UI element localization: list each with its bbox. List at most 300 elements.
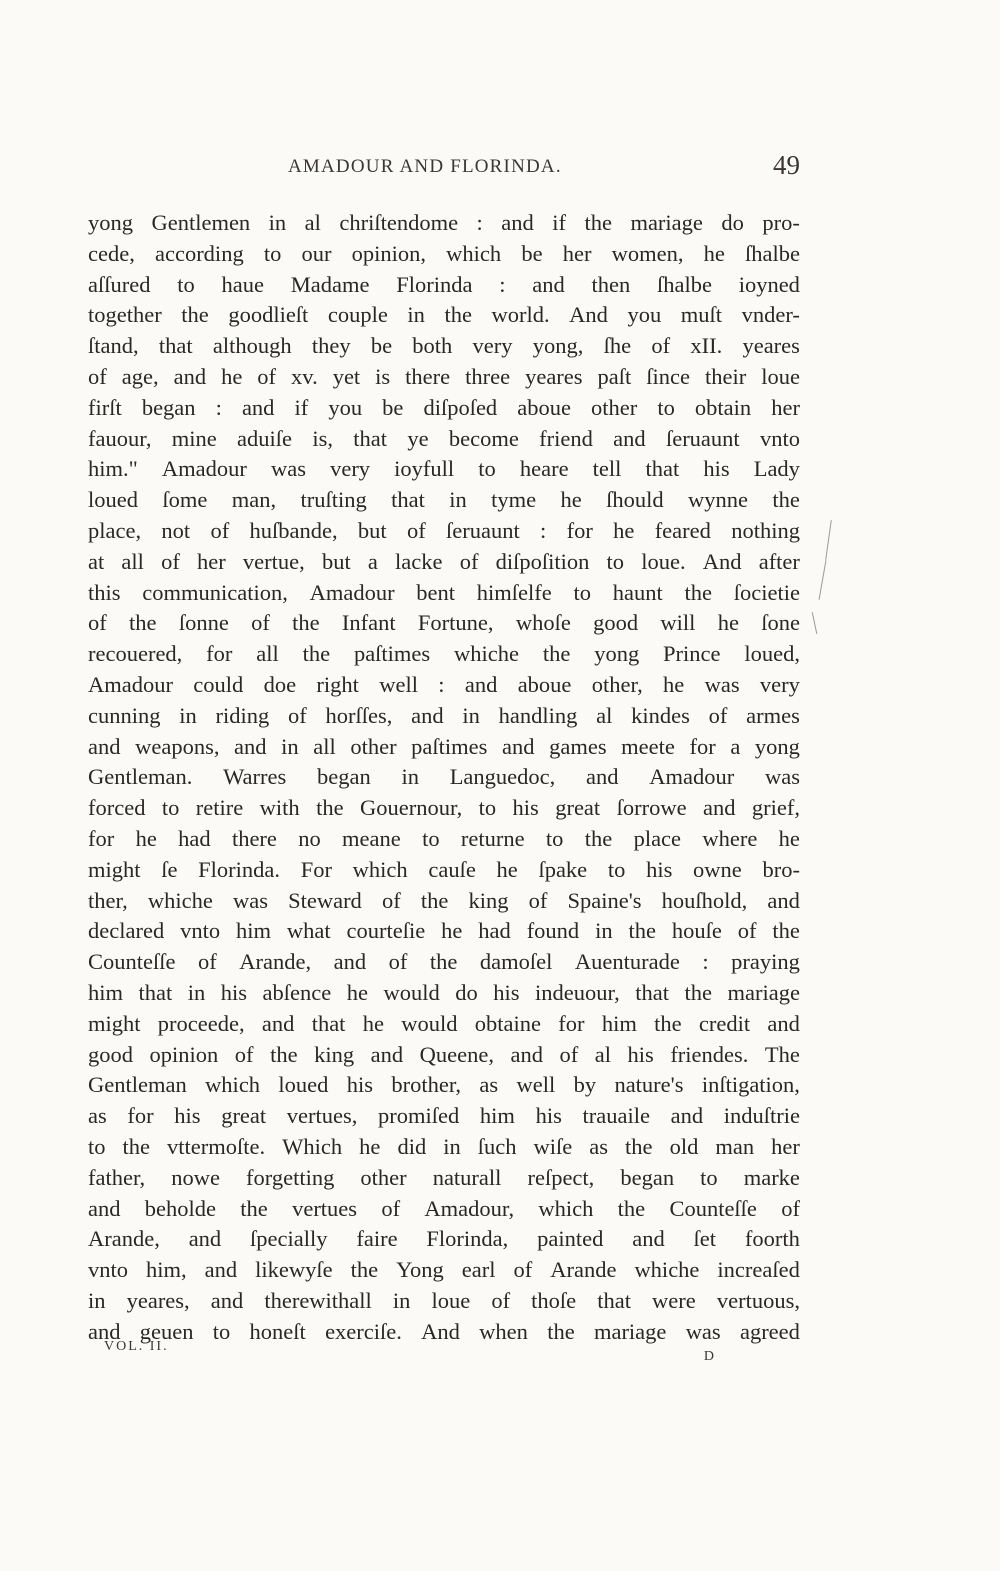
word: in	[595, 918, 613, 944]
word: began	[316, 764, 371, 790]
word: in	[179, 702, 197, 728]
word: cauſe	[428, 856, 476, 882]
word: cede,	[88, 240, 135, 266]
word: with	[259, 795, 300, 821]
word: all	[121, 548, 144, 574]
text-line	[88, 424, 800, 455]
word: that	[597, 1287, 631, 1313]
word: would	[401, 1010, 458, 1036]
text-line	[88, 670, 800, 701]
word: :	[540, 517, 547, 543]
word: ſhalbe	[744, 240, 800, 266]
word: her	[197, 548, 226, 574]
word: their	[704, 363, 747, 389]
word: be	[521, 240, 543, 266]
text-line	[88, 1009, 800, 1040]
word: and	[613, 425, 646, 451]
word: very	[330, 456, 371, 482]
word: marke	[743, 1164, 800, 1190]
word: yeares,	[126, 1287, 190, 1313]
word: of	[708, 702, 728, 728]
word: :	[499, 271, 506, 297]
word: his	[493, 979, 520, 1005]
word: the	[542, 641, 571, 667]
word: goodlieſt	[228, 302, 309, 328]
word: which	[205, 1072, 261, 1098]
word: as	[589, 1133, 609, 1159]
word: Warres	[223, 764, 287, 790]
word: the	[684, 579, 712, 605]
word: of	[288, 702, 307, 728]
word: for	[127, 1103, 154, 1129]
word: Fortune,	[417, 610, 494, 636]
word: wynne	[688, 487, 749, 513]
word: inſtigation,	[701, 1072, 800, 1098]
word: but	[321, 548, 351, 574]
word: that	[353, 425, 388, 451]
word: he	[717, 610, 739, 636]
word: the	[292, 610, 320, 636]
word: to	[606, 548, 625, 574]
word: geuen	[139, 1318, 194, 1344]
word: meane	[342, 825, 401, 851]
word: ſhe	[603, 333, 632, 359]
word: ſome	[162, 487, 208, 513]
text-line	[88, 393, 800, 424]
word: the	[302, 641, 331, 667]
word: firſt	[88, 394, 122, 420]
word: :	[438, 671, 445, 697]
text-line	[88, 855, 800, 886]
word: reſpect,	[527, 1164, 595, 1190]
word: he	[346, 979, 368, 1005]
word: Arande,	[88, 1226, 160, 1252]
volume-signature: VOL. II.	[104, 1339, 169, 1354]
text-line	[88, 947, 800, 978]
word: other	[360, 1164, 407, 1190]
word: women,	[611, 240, 684, 266]
text-line	[88, 793, 800, 824]
word: the	[584, 210, 612, 235]
word: handling	[498, 702, 578, 728]
word: his	[512, 795, 539, 821]
word: the	[772, 487, 800, 513]
word: :	[702, 949, 709, 975]
word: began	[141, 394, 196, 420]
word: him	[236, 918, 272, 944]
word: ye	[407, 425, 429, 451]
word: might	[88, 1010, 141, 1036]
word: xII.	[690, 333, 723, 359]
word: mariage	[630, 210, 703, 235]
text-line	[88, 547, 800, 578]
word: weapons,	[135, 733, 220, 759]
word: vnder-	[741, 302, 800, 328]
word: to	[422, 825, 440, 851]
word: he	[496, 856, 518, 882]
word: and	[88, 733, 121, 759]
word: he	[362, 1010, 384, 1036]
word: he	[135, 825, 157, 851]
word: foorth	[744, 1226, 800, 1252]
word: friend	[539, 425, 593, 451]
word: praying	[731, 949, 800, 975]
word: vertue,	[242, 548, 305, 574]
word: xv.	[291, 363, 318, 389]
word: Counteſſe	[88, 949, 176, 975]
word: faire	[356, 1226, 398, 1252]
word: when	[479, 1318, 528, 1344]
word: vnto	[759, 425, 800, 451]
word: a	[730, 733, 741, 759]
word: feared	[654, 517, 711, 543]
word: his	[220, 979, 248, 1005]
word: to	[573, 579, 592, 605]
word: horſſes,	[325, 702, 393, 728]
word: Auenturade	[574, 949, 680, 975]
word: to	[263, 240, 282, 266]
word: would	[383, 979, 440, 1005]
word: do	[455, 979, 478, 1005]
word: and	[88, 1195, 121, 1221]
word: and	[173, 363, 207, 389]
word: in	[443, 1133, 461, 1159]
word: likewyſe	[255, 1257, 333, 1283]
word: ſtand,	[88, 333, 139, 359]
text-line	[88, 239, 800, 270]
word: of	[234, 1041, 254, 1067]
word: And	[702, 548, 742, 574]
word: is,	[312, 425, 333, 451]
word: friendes.	[670, 1041, 749, 1067]
word: al	[304, 210, 321, 235]
word: whiche	[454, 641, 519, 667]
word: and	[88, 1318, 121, 1344]
word: the	[316, 795, 344, 821]
word: of	[651, 333, 671, 359]
word: ſpecially	[250, 1226, 328, 1252]
word: you	[627, 302, 662, 328]
word: and	[632, 1226, 665, 1252]
word: bro-	[762, 856, 800, 882]
text-line	[88, 362, 800, 393]
word: paſt	[597, 363, 632, 389]
word: in	[449, 487, 467, 513]
word: there	[405, 363, 451, 389]
word: and	[411, 702, 444, 728]
word: nowe	[171, 1164, 220, 1190]
word: ſhould	[606, 487, 664, 513]
text-line	[88, 916, 800, 947]
word: loue	[761, 363, 800, 389]
word: the	[444, 302, 472, 328]
word: the	[628, 918, 656, 944]
word: to	[545, 825, 564, 851]
word: he	[703, 240, 725, 266]
word: three	[465, 363, 511, 389]
word: both	[412, 333, 453, 359]
text-line	[88, 1194, 800, 1225]
word: retire	[195, 795, 244, 821]
text-line	[88, 454, 800, 485]
word: vertues	[292, 1195, 358, 1221]
word: found	[526, 918, 580, 944]
word: kindes	[631, 702, 690, 728]
word: wiſe	[533, 1133, 573, 1159]
word: his	[535, 1103, 562, 1129]
word: a	[367, 548, 378, 574]
word: be	[370, 333, 393, 359]
word: him	[88, 979, 124, 1005]
text-line	[88, 1070, 800, 1101]
word: of	[406, 517, 426, 543]
word: truſting	[300, 487, 367, 513]
word: loued,	[744, 641, 800, 667]
word: whiche	[147, 887, 213, 913]
word: what	[286, 918, 331, 944]
word: to	[700, 1164, 718, 1190]
word: our	[301, 240, 332, 266]
word: And	[569, 302, 608, 328]
word: world.	[491, 302, 550, 328]
word: ſeruaunt	[446, 517, 520, 543]
word: fauour,	[88, 425, 152, 451]
word: had	[178, 825, 211, 851]
word: become	[448, 425, 519, 451]
word: together	[88, 302, 162, 328]
word: and	[767, 1010, 800, 1036]
word: the	[122, 1133, 151, 1159]
word: nature's	[614, 1072, 684, 1098]
word: and	[333, 949, 367, 975]
word: her	[562, 240, 592, 266]
word: and	[261, 1010, 295, 1036]
word: credit	[698, 1010, 751, 1036]
word: his	[174, 1103, 201, 1129]
word: he	[778, 825, 800, 851]
margin-mark	[812, 612, 818, 634]
word: and	[210, 1287, 244, 1313]
word: ſuch	[477, 1133, 517, 1159]
word: ſet	[693, 1226, 717, 1252]
word: exerciſe.	[325, 1318, 402, 1344]
text-line	[88, 1224, 800, 1255]
text-line	[88, 300, 800, 331]
word: houſhold,	[661, 887, 748, 913]
word: returne	[460, 825, 525, 851]
word: he	[359, 1133, 381, 1159]
word: in	[281, 733, 299, 759]
word: Counteſſe	[669, 1195, 757, 1221]
text-line	[88, 639, 800, 670]
word: was	[704, 671, 740, 697]
word: was	[685, 1318, 721, 1344]
word: obtaine	[474, 1010, 542, 1036]
word: of	[781, 1195, 800, 1221]
word: old	[669, 1133, 699, 1159]
text-line	[88, 1040, 800, 1071]
word: declared	[88, 918, 165, 944]
word: ther,	[88, 887, 128, 913]
word: vnto	[88, 1257, 129, 1283]
word: that	[645, 456, 680, 482]
word: Arande	[550, 1257, 617, 1283]
word: opinion,	[351, 240, 427, 266]
text-line	[88, 1163, 800, 1194]
word: him	[479, 1103, 515, 1129]
word: trauaile	[582, 1103, 650, 1129]
word: muſt	[680, 302, 723, 328]
word: and	[234, 733, 267, 759]
word: diſpoſed	[423, 394, 498, 420]
word: for	[206, 641, 233, 667]
word: might	[88, 856, 141, 882]
word: Amadour	[161, 456, 247, 482]
word: ſince	[646, 363, 690, 389]
word: him,	[146, 1257, 187, 1283]
word: Languedoc,	[449, 764, 556, 790]
word: his	[703, 456, 730, 482]
word: whoſe	[515, 610, 571, 636]
word: brother,	[391, 1072, 462, 1098]
word: of	[210, 517, 230, 543]
word: and	[702, 795, 736, 821]
word: the	[240, 1195, 268, 1221]
word: to	[478, 795, 497, 821]
word: :	[476, 210, 483, 235]
word: loued	[278, 1072, 329, 1098]
text-line	[88, 516, 800, 547]
word: then	[591, 271, 631, 297]
word: and	[532, 271, 565, 297]
word: aboue	[517, 671, 572, 697]
word: place	[633, 825, 682, 851]
word: father,	[88, 1164, 146, 1190]
word: ſe	[161, 856, 178, 882]
word: his	[627, 1041, 654, 1067]
word: Madame	[290, 271, 370, 297]
word: had	[478, 918, 511, 944]
word: Florinda,	[426, 1226, 509, 1252]
word: for	[566, 517, 593, 543]
word: of	[198, 949, 217, 975]
word: bent	[416, 579, 456, 605]
word: other,	[591, 671, 643, 697]
word: beholde	[144, 1195, 217, 1221]
word: by	[573, 1072, 597, 1098]
word: him."	[88, 456, 138, 482]
word: her	[771, 1133, 800, 1159]
word: and	[241, 394, 275, 420]
word: haunt	[612, 579, 663, 605]
word: her	[771, 394, 800, 420]
word: for	[88, 825, 115, 851]
word: for	[558, 1010, 585, 1036]
word: Prince	[663, 641, 721, 667]
word: of	[381, 1195, 401, 1221]
word: at	[88, 548, 105, 574]
word: Lady	[753, 456, 800, 482]
word: is	[375, 363, 391, 389]
word: loue	[431, 1287, 471, 1313]
word: ſpake	[538, 856, 588, 882]
word: ioyned	[738, 271, 800, 297]
word: al	[594, 1041, 612, 1067]
word: cunning	[88, 702, 161, 728]
word: Queene,	[419, 1041, 494, 1067]
word: the	[270, 1041, 298, 1067]
word: the	[420, 887, 449, 913]
word: yong,	[532, 333, 584, 359]
word: the	[584, 825, 613, 851]
word: agreed	[739, 1318, 800, 1344]
word: Gentlemen	[151, 210, 251, 235]
word: were	[652, 1287, 696, 1313]
word: king	[314, 1041, 355, 1067]
word: vertuous,	[716, 1287, 800, 1313]
word: grief,	[751, 795, 800, 821]
word: forgetting	[246, 1164, 335, 1190]
word: mariage	[593, 1318, 667, 1344]
word: will	[660, 610, 696, 636]
word: of	[491, 1287, 511, 1313]
word: he	[441, 918, 463, 944]
word: thoſe	[531, 1287, 577, 1313]
word: Florinda	[396, 271, 473, 297]
word: aduiſe	[237, 425, 293, 451]
word: did	[397, 1133, 427, 1159]
word: And	[421, 1318, 460, 1344]
word: and	[767, 887, 800, 913]
word: paſtimes	[411, 733, 488, 759]
word: of	[257, 363, 277, 389]
word: painted	[537, 1226, 604, 1252]
word: man	[715, 1133, 755, 1159]
word: the	[625, 1133, 653, 1159]
text-line	[88, 331, 800, 362]
word: ioyfull	[394, 456, 455, 482]
word: the	[129, 610, 157, 636]
word: vertues,	[286, 1103, 358, 1129]
word: and	[502, 733, 535, 759]
word: of	[161, 548, 180, 574]
word: good	[88, 1041, 133, 1067]
word: great	[221, 1103, 267, 1129]
word: vnto	[180, 918, 221, 944]
word: if	[552, 210, 566, 235]
word: therewithall	[264, 1287, 372, 1313]
word: lacke	[395, 548, 443, 574]
word: couple	[327, 302, 388, 328]
word: him	[601, 1010, 637, 1036]
word: naturall	[432, 1164, 502, 1190]
word: yeares	[525, 363, 583, 389]
text-line	[88, 978, 800, 1009]
word: in	[88, 1287, 106, 1313]
word: he	[613, 517, 635, 543]
word: honeſt	[249, 1318, 306, 1344]
word: that	[158, 333, 193, 359]
word: of	[388, 949, 408, 975]
word: yong	[754, 733, 800, 759]
text-line	[88, 270, 800, 301]
word: abſence	[262, 979, 332, 1005]
word: nothing	[731, 517, 800, 543]
word: to	[177, 271, 195, 297]
word: Florinda.	[198, 856, 281, 882]
word: he	[663, 671, 685, 697]
word: mariage	[727, 979, 800, 1005]
